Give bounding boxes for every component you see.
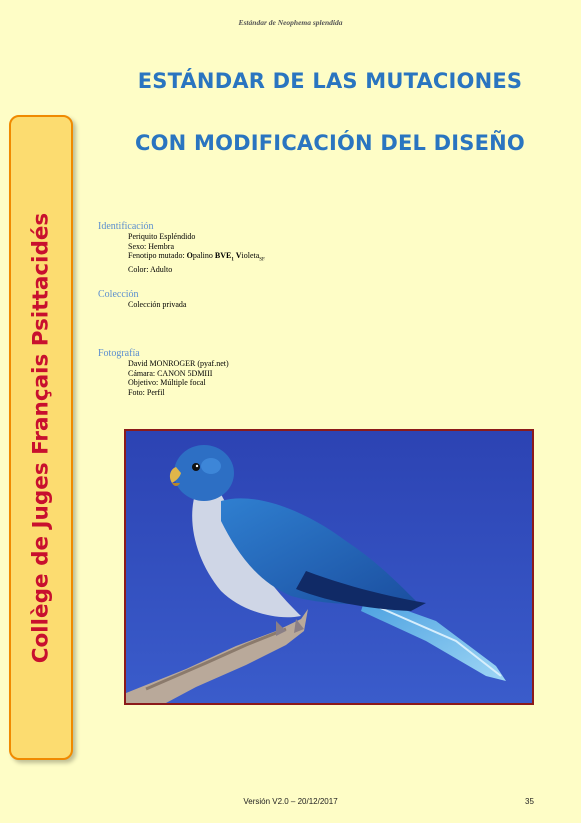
- foto-text: Foto: Perfil: [128, 387, 165, 397]
- fenotipo-bve-sub: 1: [231, 257, 234, 263]
- color-text: Color: Adulto: [128, 265, 173, 275]
- fenotipo-opalino: palino: [192, 251, 215, 260]
- objetivo-text: Objetivo: Múltiple focal: [128, 378, 206, 387]
- fenotipo-prefix: Fenotipo mutado:: [128, 251, 187, 260]
- autor-text: David MONROGER (pyaf.net): [128, 359, 229, 368]
- coleccion-section: [98, 289, 186, 310]
- fenotipo-o: O: [186, 251, 193, 260]
- fenotipo-text: [128, 251, 265, 265]
- side-label: Collège de Juges Français Psittacidés: [28, 212, 54, 663]
- fenotipo-violeta-sub: SF: [259, 257, 265, 263]
- fotografia-section: [98, 348, 229, 397]
- coleccion-value: Colección privada: [128, 300, 187, 309]
- parrot-photo: [124, 429, 534, 705]
- identificacion-section: [98, 221, 265, 275]
- page-title-line-1: ESTÁNDAR DE LAS MUTACIONES: [137, 69, 523, 93]
- side-band: [9, 115, 73, 760]
- page-title-line-2: CON MODIFICACIÓN DEL DISEÑO: [135, 131, 525, 155]
- footer-version: Versión V2.0 – 20/12/2017: [243, 797, 338, 806]
- fenotipo-v: V: [233, 251, 242, 260]
- sexo-text: Sexo: Hembra: [128, 241, 174, 251]
- especie-text: Periquito Espléndido: [128, 232, 196, 241]
- parrot-illustration: [126, 431, 532, 703]
- identificacion-heading: Identificación: [98, 221, 154, 232]
- fotografia-heading: Fotografía: [98, 348, 140, 359]
- fenotipo-violeta: ioleta: [241, 251, 260, 260]
- fenotipo-bve: BVE: [214, 251, 232, 260]
- camara-text: Cámara: CANON 5DMIII: [128, 368, 213, 378]
- coleccion-heading: Colección: [98, 289, 139, 300]
- page-number: 35: [525, 797, 534, 806]
- header-note: Estándar de Neophema splendida: [238, 18, 343, 27]
